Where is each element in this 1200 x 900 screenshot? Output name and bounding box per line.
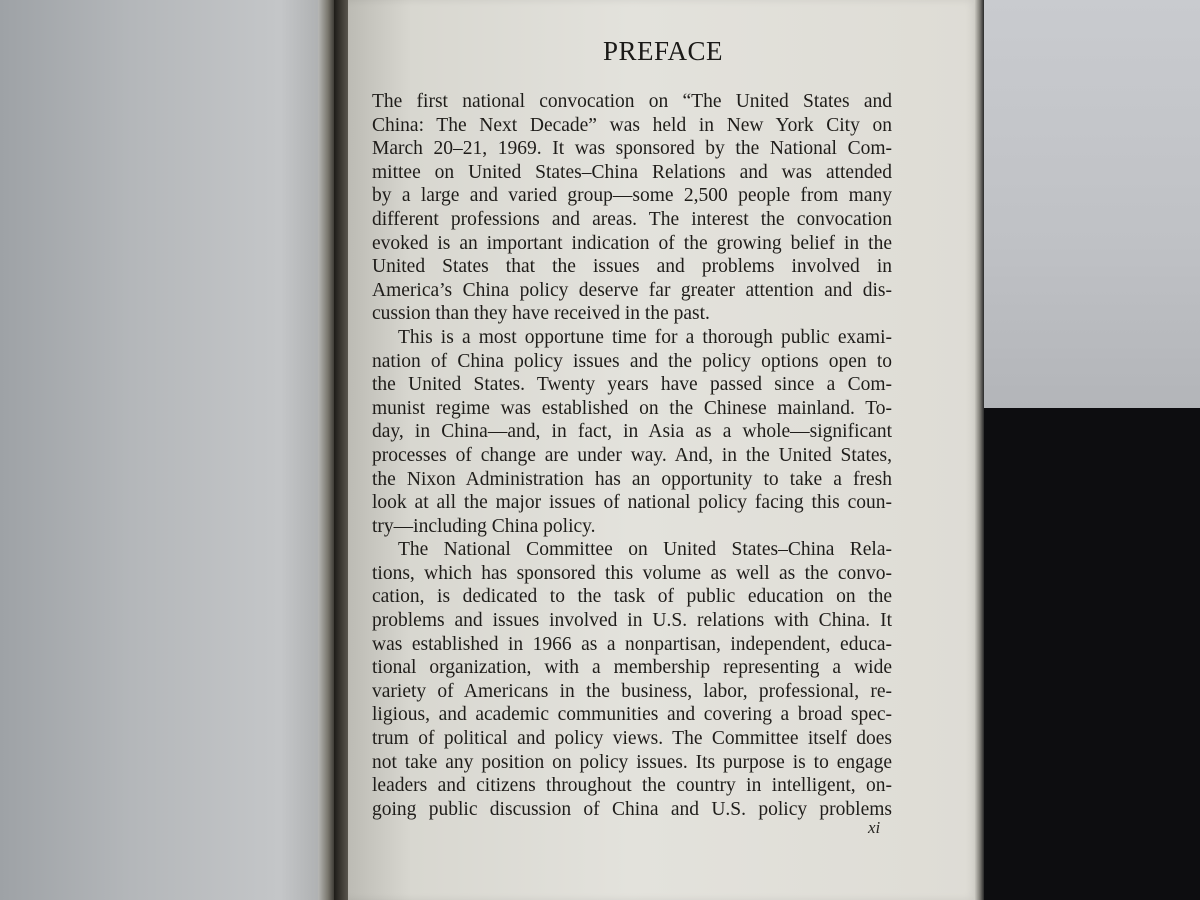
text-line: processes of change are under way. And, in the United States,: [372, 444, 892, 466]
background-wall: [960, 0, 1200, 408]
text-line: not take any position on policy issues. Its purpose is to engage: [372, 751, 892, 773]
text-line: leaders and citizens throughout the country in intelligent, on-: [372, 775, 892, 797]
text-line: China: The Next Decade” was held in New York City on: [372, 114, 892, 136]
text-line: munist regime was established on the Chinese mainland. To-: [372, 397, 892, 419]
text-line: was established in 1966 as a nonpartisan, independent, educa-: [372, 633, 892, 655]
text-line: trum of political and policy views. The Committee itself does: [372, 728, 892, 750]
text-line: tional organization, with a membership representing a wide: [372, 657, 892, 679]
text-line: evoked is an important indication of the growing belief in the: [372, 232, 892, 254]
left-page: [0, 0, 330, 900]
page-number: xi: [868, 818, 881, 837]
text-line: going public discussion of China and U.S. policy problems: [372, 798, 892, 820]
text-line: nation of China policy issues and the policy options open to: [372, 350, 892, 372]
text-line: problems and issues involved in U.S. relations with China. It: [372, 610, 892, 632]
background-shadow: [960, 408, 1200, 900]
text-line: different professions and areas. The interest the convocation: [372, 208, 892, 230]
text-line: day, in China—and, in fact, in Asia as a whole—significant: [372, 421, 892, 443]
text-line: America’s China policy deserve far greater attention and dis-: [372, 279, 892, 301]
text-line: The National Committee on United States–China Rela-: [398, 539, 892, 561]
text-line: United States that the issues and problems involved in: [372, 256, 892, 278]
preface-body: [372, 90, 892, 821]
text-line: March 20–21, 1969. It was sponsored by the National Com-: [372, 138, 892, 160]
text-line: the United States. Twenty years have passed since a Com-: [372, 374, 892, 396]
text-line: ligious, and academic communities and covering a broad spec-: [372, 704, 892, 726]
text-line: mittee on United States–China Relations and was attended: [372, 161, 892, 183]
right-page-edge: [974, 0, 984, 900]
text-line: cation, is dedicated to the task of public education on the: [372, 586, 892, 608]
page-heading: PREFACE: [602, 36, 724, 66]
text-line: the Nixon Administration has an opportunity to take a fresh: [372, 468, 892, 490]
text-line: look at all the major issues of national policy facing this coun-: [372, 492, 892, 514]
text-line: This is a most opportune time for a thorough public exami-: [398, 326, 892, 348]
text-line: try—including China policy.: [372, 515, 596, 537]
text-line: The first national convocation on “The United States and: [372, 91, 892, 112]
text-line: by a large and varied group—some 2,500 people from many: [372, 185, 892, 207]
text-line: cussion than they have received in the past.: [372, 303, 710, 325]
text-line: tions, which has sponsored this volume as well as the convo-: [372, 562, 892, 584]
text-line: variety of Americans in the business, labor, professional, re-: [372, 680, 892, 702]
